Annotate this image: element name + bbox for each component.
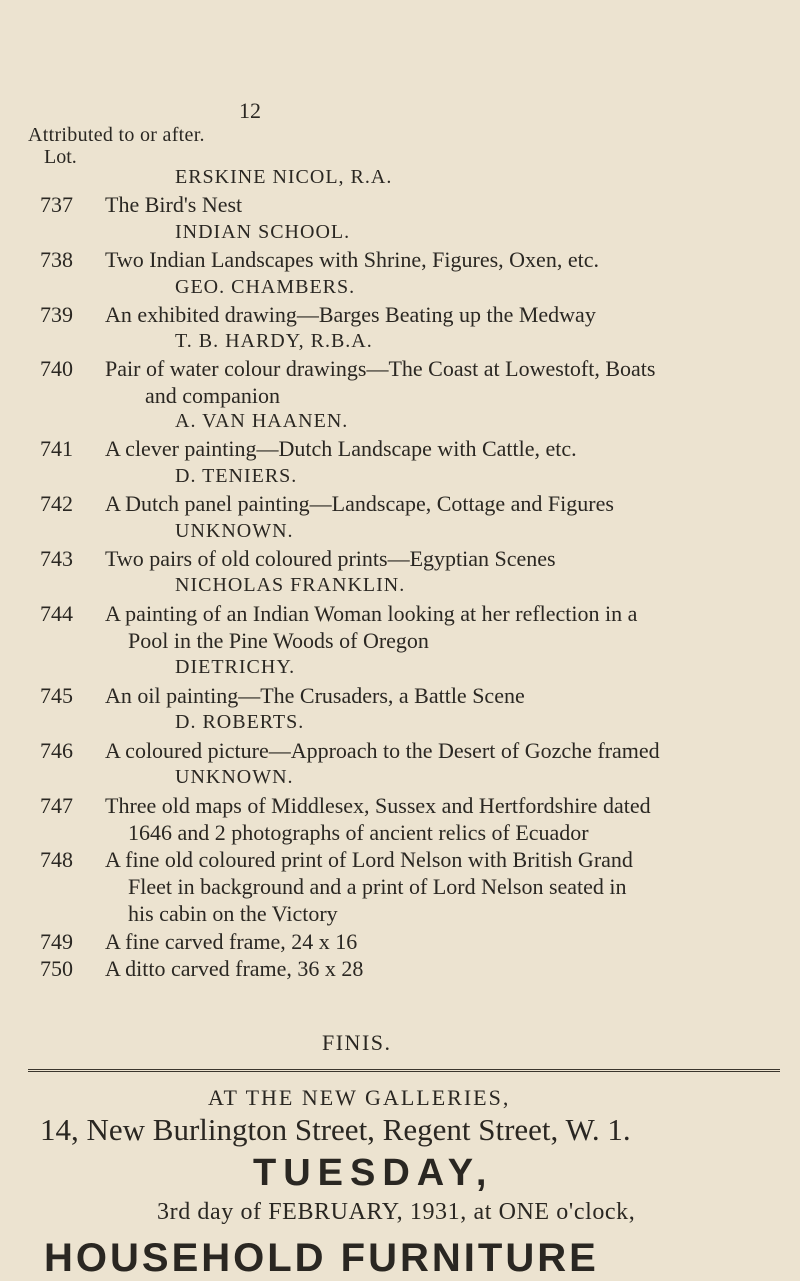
divider-rule <box>28 1069 780 1072</box>
lot-description: Two Indian Landscapes with Shrine, Figures, Oxen, etc. <box>105 247 599 272</box>
lot-number: 743 <box>40 546 73 571</box>
lot-description: Three old maps of Middlesex, Sussex and Hertfordshire dated <box>105 793 651 818</box>
lot-number: 742 <box>40 491 73 516</box>
lot-description: Two pairs of old coloured prints—Egyptian Scenes <box>105 546 556 571</box>
lot-description-continued: and companion <box>145 383 281 408</box>
lot-number: 740 <box>40 356 73 381</box>
lot-description: An oil painting—The Crusaders, a Battle Scene <box>105 683 525 708</box>
lot-number: 748 <box>40 847 73 872</box>
sale-date: 3rd day of FEBRUARY, 1931, at ONE o'clock, <box>157 1199 636 1225</box>
gallery-heading: AT THE NEW GALLERIES, <box>208 1085 511 1110</box>
lot-number: 741 <box>40 436 73 461</box>
sale-title: HOUSEHOLD FURNITURE <box>44 1236 599 1280</box>
lot-description-continued: Fleet in background and a print of Lord Nelson seated in <box>128 874 627 899</box>
artist-name: D. ROBERTS. <box>175 711 305 733</box>
lot-number: 746 <box>40 738 73 763</box>
page-number: 12 <box>239 98 261 123</box>
lot-description: A fine carved frame, 24 x 16 <box>105 929 358 954</box>
lot-number: 745 <box>40 683 73 708</box>
lot-number: 750 <box>40 956 73 981</box>
lot-number: 747 <box>40 793 73 818</box>
lot-description: A clever painting—Dutch Landscape with Cattle, etc. <box>105 436 577 461</box>
attribution-heading: Attributed to or after. <box>28 124 205 146</box>
lot-description: Pair of water colour drawings—The Coast at Lowestoft, Boats <box>105 356 656 381</box>
lot-description-continued: 1646 and 2 photographs of ancient relics of Ecuador <box>128 820 589 845</box>
lot-number: 744 <box>40 601 73 626</box>
artist-name: A. VAN HAANEN. <box>175 410 349 432</box>
lot-description: A coloured picture—Approach to the Desert of Gozche framed <box>105 738 660 763</box>
lot-number: 738 <box>40 247 73 272</box>
artist-name: T. B. HARDY, R.B.A. <box>175 330 373 352</box>
sale-day: TUESDAY, <box>253 1152 494 1194</box>
lot-description-continued: his cabin on the Victory <box>128 901 338 926</box>
lot-number: 739 <box>40 302 73 327</box>
artist-name: DIETRICHY. <box>175 656 296 678</box>
artist-name: NICHOLAS FRANKLIN. <box>175 574 406 596</box>
lot-number: 737 <box>40 192 73 217</box>
lot-number: 749 <box>40 929 73 954</box>
lot-description: The Bird's Nest <box>105 192 243 217</box>
lot-column-heading: Lot. <box>44 146 77 168</box>
lot-description: A Dutch panel painting—Landscape, Cottage and Figures <box>105 491 614 516</box>
artist-name: GEO. CHAMBERS. <box>175 276 356 298</box>
lot-description: A painting of an Indian Woman looking at her reflection in a <box>105 601 638 626</box>
lot-description: A fine old coloured print of Lord Nelson with British Grand <box>105 847 633 872</box>
lot-description-continued: Pool in the Pine Woods of Oregon <box>128 628 429 653</box>
sale-address: 14, New Burlington Street, Regent Street, W. 1. <box>40 1112 631 1147</box>
artist-name: INDIAN SCHOOL. <box>175 221 351 243</box>
finis-mark: FINIS. <box>322 1030 392 1055</box>
artist-name: D. TENIERS. <box>175 465 298 487</box>
lot-description: A ditto carved frame, 36 x 28 <box>105 956 364 981</box>
lot-description: An exhibited drawing—Barges Beating up the Medway <box>105 302 596 327</box>
artist-name: ERSKINE NICOL, R.A. <box>175 166 393 188</box>
artist-name: UNKNOWN. <box>175 520 294 542</box>
artist-name: UNKNOWN. <box>175 766 294 788</box>
